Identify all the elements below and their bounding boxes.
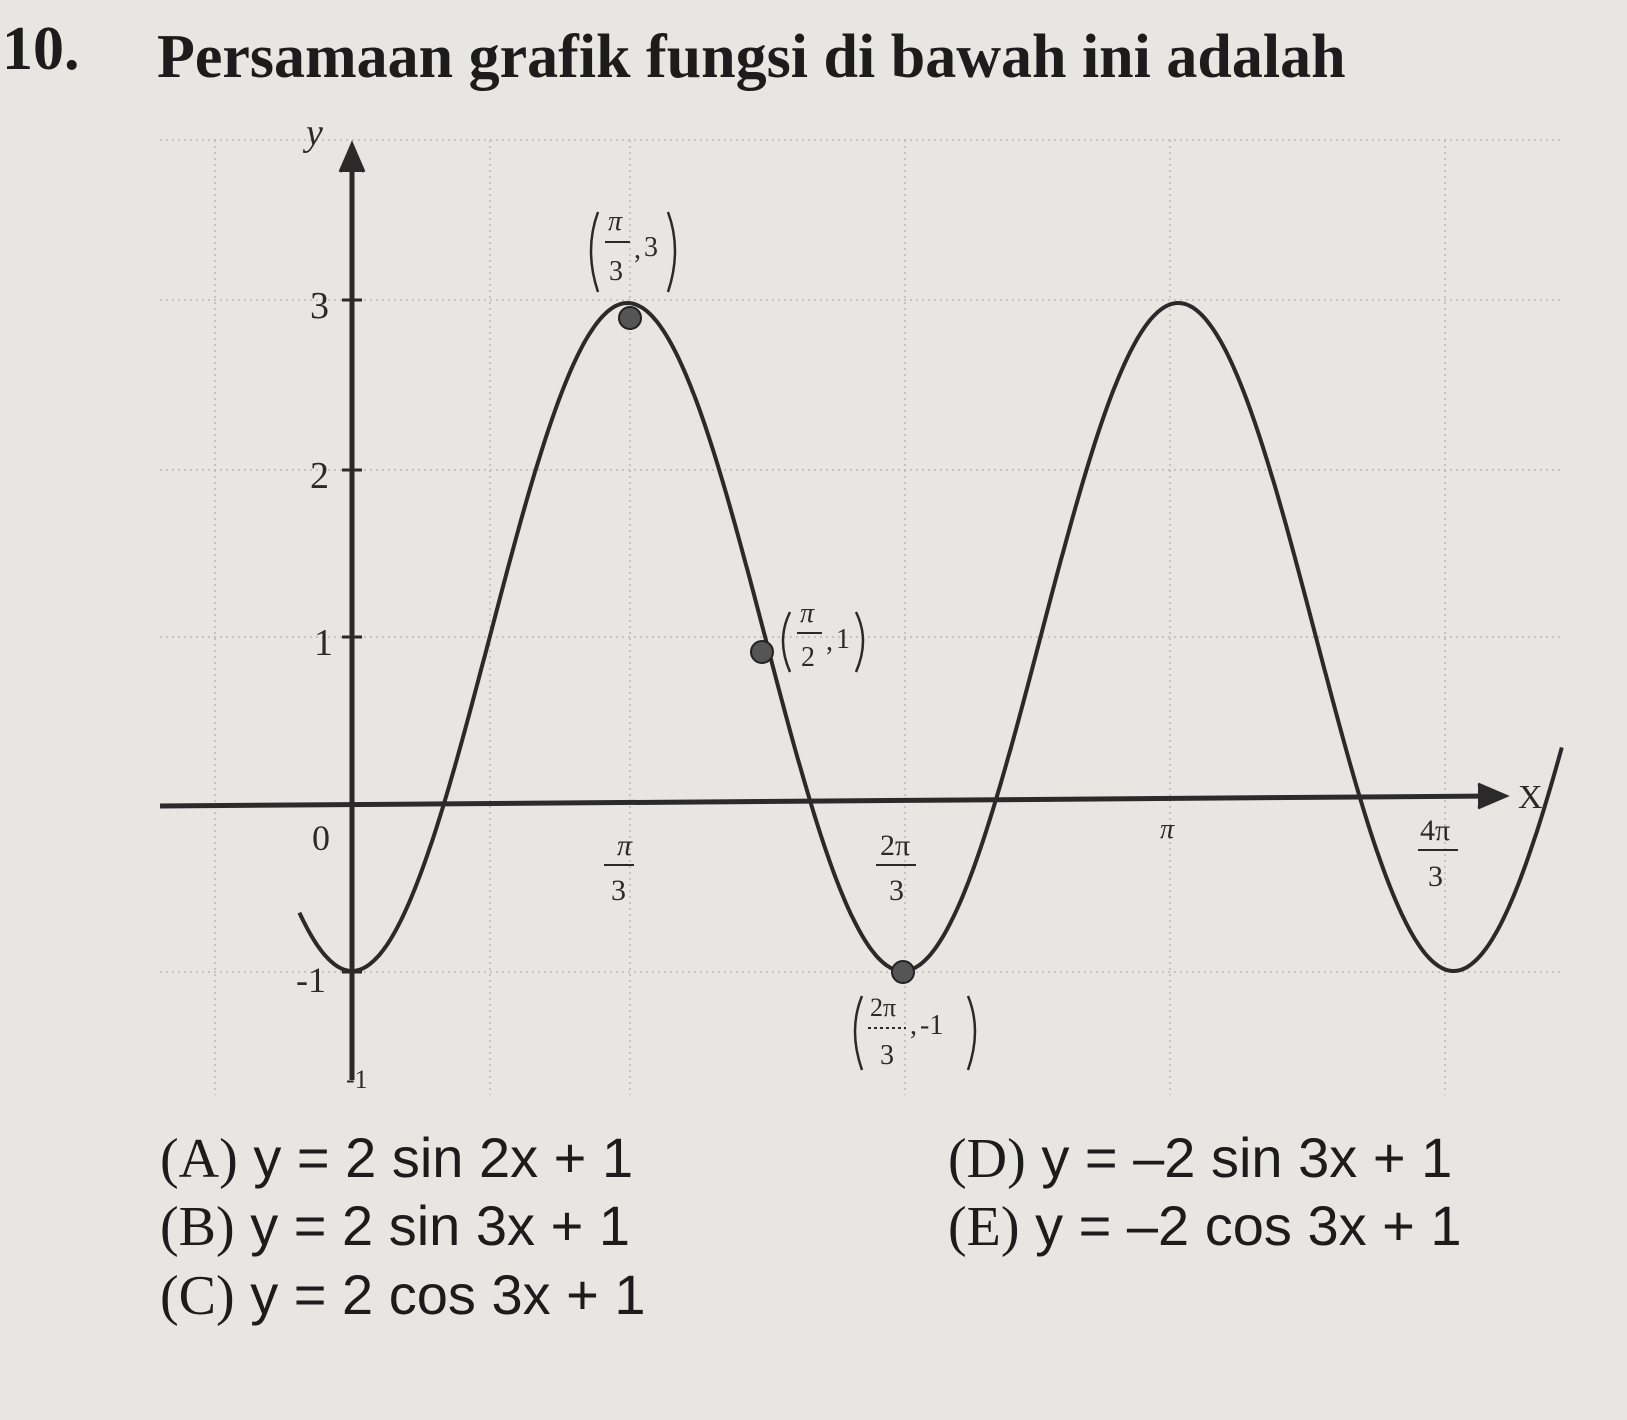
option-b[interactable]	[160, 1193, 630, 1259]
option-d[interactable]	[948, 1125, 1452, 1191]
svg-text:π: π	[1160, 814, 1175, 845]
svg-text:-1: -1	[920, 1010, 944, 1041]
label-point-mid	[783, 598, 863, 673]
svg-text:3: 3	[1428, 860, 1443, 893]
question-text: Persamaan grafik fungsi di bawah ini adalah	[157, 23, 1346, 91]
y-tick-minus1-bottom: -1	[346, 1065, 368, 1094]
svg-text:4π: 4π	[1420, 814, 1451, 847]
svg-text:2π: 2π	[880, 829, 911, 862]
option-c[interactable]	[160, 1262, 646, 1328]
svg-text:3: 3	[880, 1040, 894, 1071]
question-number: 10.	[2, 15, 80, 83]
option-a-letter: (A)	[160, 1128, 238, 1190]
y-axis-label: y	[306, 112, 323, 154]
y-tick-2: 2	[310, 455, 329, 497]
option-e-expression: y = –2 cos 3x + 1	[1035, 1194, 1462, 1257]
svg-text:2: 2	[801, 642, 815, 673]
option-e[interactable]	[948, 1193, 1462, 1259]
svg-text:π: π	[800, 598, 815, 629]
y-tick-minus1: -1	[296, 960, 326, 1000]
x-axis-label: X	[1518, 779, 1543, 816]
y-axis-arrow	[340, 144, 364, 172]
option-a[interactable]	[160, 1125, 633, 1191]
svg-text:3: 3	[644, 232, 658, 263]
point-max	[619, 307, 641, 329]
x-axis-arrow	[1478, 784, 1506, 808]
svg-text:,: ,	[910, 1010, 917, 1041]
option-e-letter: (E)	[948, 1196, 1020, 1258]
svg-text:π: π	[608, 206, 623, 237]
grid	[160, 140, 1560, 1095]
point-mid	[751, 641, 773, 663]
point-min	[892, 961, 914, 983]
x-tick-pi	[1160, 814, 1175, 845]
svg-text:,: ,	[826, 626, 833, 657]
svg-text:3: 3	[609, 256, 623, 287]
svg-text:,: ,	[634, 234, 641, 265]
x-tick-4pi-over-3	[1418, 814, 1458, 893]
svg-text:π: π	[617, 829, 633, 862]
svg-text:3: 3	[611, 874, 626, 907]
option-b-letter: (B)	[160, 1196, 235, 1258]
option-d-expression: y = –2 sin 3x + 1	[1041, 1126, 1453, 1189]
x-tick-2pi-over-3	[876, 829, 916, 907]
label-point-min	[855, 993, 975, 1071]
option-c-expression: y = 2 cos 3x + 1	[250, 1263, 646, 1326]
origin-label: 0	[312, 818, 330, 858]
svg-text:2π: 2π	[870, 993, 897, 1022]
axes	[160, 144, 1506, 1080]
option-c-letter: (C)	[160, 1265, 235, 1327]
option-a-expression: y = 2 sin 2x + 1	[253, 1126, 634, 1189]
option-d-letter: (D)	[948, 1128, 1026, 1190]
y-tick-1: 1	[314, 622, 333, 664]
svg-text:3: 3	[889, 874, 904, 907]
label-point-max	[591, 206, 675, 292]
x-axis	[160, 796, 1495, 806]
y-tick-3: 3	[310, 285, 329, 327]
option-b-expression: y = 2 sin 3x + 1	[250, 1194, 630, 1257]
svg-text:1: 1	[836, 624, 850, 655]
